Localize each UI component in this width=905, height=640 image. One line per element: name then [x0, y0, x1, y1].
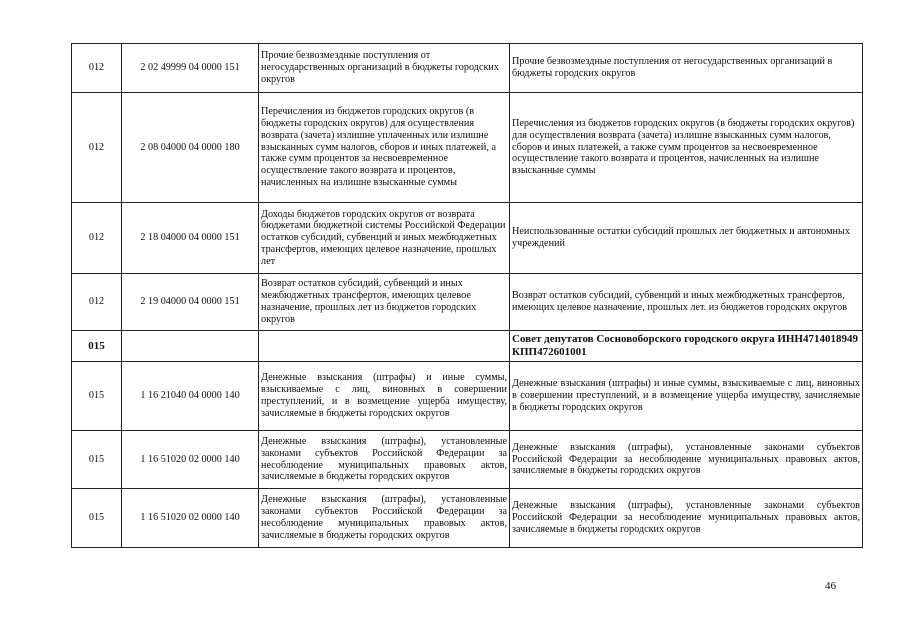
budget-code-cell: 2 08 04000 04 0000 180 [122, 93, 259, 203]
admin-code-cell: 015 [72, 362, 122, 431]
empty-cell [259, 331, 510, 362]
income-description-cell: Денежные взыскания (штрафы), установленные законами субъектов Российской Федерации за несоблюдение муниципальных правовых актов, зачисляемые в бюджеты городских округов [510, 489, 863, 548]
income-name-cell: Денежные взыскания (штрафы) и иные суммы, взыскиваемые с лиц, виновных в совершении преступлений, и в возмещение ущерба имуществу, зачисляемые в бюджеты городских округов [259, 362, 510, 431]
table-row [72, 362, 863, 431]
section-admin-code: 015 [72, 331, 122, 362]
income-description-cell: Прочие безвозмездные поступления от негосударственных организаций в бюджеты городских округов [510, 44, 863, 93]
admin-code-cell: 015 [72, 489, 122, 548]
table-row [72, 93, 863, 203]
section-title: Совет депутатов Сосновоборского городского округа ИНН4714018949 КПП472601001 [510, 331, 863, 362]
admin-code-cell: 012 [72, 274, 122, 331]
page-number: 46 [825, 580, 836, 592]
income-description-cell: Денежные взыскания (штрафы), установленные законами субъектов Российской Федерации за несоблюдение муниципальных правовых актов, зачисляемые в бюджеты городских округов [510, 431, 863, 489]
revenue-codes-table [71, 43, 863, 548]
admin-code-cell: 015 [72, 431, 122, 489]
income-description-cell: Возврат остатков субсидий, субвенций и иных межбюджетных трансфертов, имеющих целевое назначение, прошлых лет. из бюджетов городских округов [510, 274, 863, 331]
section-header-row [72, 331, 863, 362]
admin-code-cell: 012 [72, 44, 122, 93]
admin-code-cell: 012 [72, 203, 122, 274]
table-row [72, 489, 863, 548]
income-name-cell: Перечисления из бюджетов городских округов (в бюджеты городских округов) для осуществления возврата (зачета) излишне уплаченных или излишне взысканных сумм налогов, сборов и иных платежей, а также сумм процентов за несвоевременное осуществление такого возврата и процентов, начисленных на излишне взысканные суммы [259, 93, 510, 203]
budget-code-cell: 1 16 51020 02 0000 140 [122, 489, 259, 548]
budget-code-cell: 1 16 51020 02 0000 140 [122, 431, 259, 489]
table-row [72, 431, 863, 489]
income-name-cell: Возврат остатков субсидий, субвенций и иных межбюджетных трансфертов, имеющих целевое назначение, прошлых лет из бюджетов городских округов [259, 274, 510, 331]
budget-code-cell: 2 02 49999 04 0000 151 [122, 44, 259, 93]
admin-code-cell: 012 [72, 93, 122, 203]
income-name-cell: Денежные взыскания (штрафы), установленные законами субъектов Российской Федерации за несоблюдение муниципальных правовых актов, зачисляемые в бюджеты городских округов [259, 489, 510, 548]
income-name-cell: Денежные взыскания (штрафы), установленные законами субъектов Российской Федерации за несоблюдение муниципальных правовых актов, зачисляемые в бюджеты городских округов [259, 431, 510, 489]
budget-code-cell: 2 18 04000 04 0000 151 [122, 203, 259, 274]
budget-code-cell: 1 16 21040 04 0000 140 [122, 362, 259, 431]
table-row [72, 203, 863, 274]
table-row [72, 44, 863, 93]
budget-code-cell: 2 19 04000 04 0000 151 [122, 274, 259, 331]
income-description-cell: Денежные взыскания (штрафы) и иные суммы, взыскиваемые с лиц, виновных в совершении преступлений, и в возмещение ущерба имуществу, зачисляемые в бюджеты городских округов [510, 362, 863, 431]
income-name-cell: Доходы бюджетов городских округов от возврата бюджетами бюджетной системы Российской Федерации остатков субсидий, субвенций и иных межбюджетных трансфертов, имеющих целевое назначение, прошлых лет [259, 203, 510, 274]
income-name-cell: Прочие безвозмездные поступления от негосударственных организаций в бюджеты городских округов [259, 44, 510, 93]
empty-cell [122, 331, 259, 362]
income-description-cell: Неиспользованные остатки субсидий прошлых лет бюджетных и автономных учреждений [510, 203, 863, 274]
table-row [72, 274, 863, 331]
income-description-cell: Перечисления из бюджетов городских округов (в бюджеты городских округов) для осуществления возврата (зачета) излишне взысканных сумм налогов, сборов и иных платежей, а также сумм процентов за несвоевременное осуществление такого возврата и процентов, начисленных на излишне взысканные суммы [510, 93, 863, 203]
